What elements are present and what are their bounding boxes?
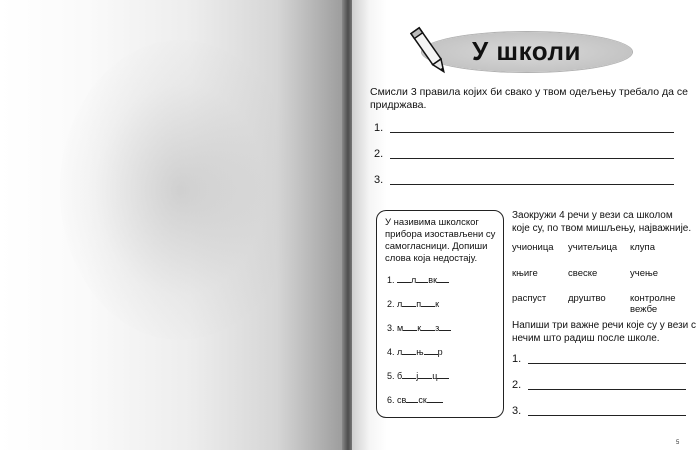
word-part: к xyxy=(435,299,440,309)
missing-vowels-word[interactable] xyxy=(387,371,449,383)
left-page-shadow xyxy=(60,40,300,340)
item-number: 3. xyxy=(387,323,395,333)
writing-line xyxy=(528,363,686,364)
left-page xyxy=(0,0,346,450)
word-part: м xyxy=(397,323,404,333)
word-option[interactable]: друштво xyxy=(568,293,606,304)
line-number: 3. xyxy=(374,174,384,186)
missing-vowels-word[interactable] xyxy=(387,395,443,407)
missing-vowels-word[interactable] xyxy=(387,299,439,311)
item-number: 5. xyxy=(387,371,395,381)
line-number: 2. xyxy=(512,379,522,391)
rules-instruction: Смисли 3 правила којих би свако у твом одељењу требало да се придржава. xyxy=(370,86,689,111)
word-part: л xyxy=(397,299,403,309)
item-number: 4. xyxy=(387,347,395,357)
line-number: 2. xyxy=(374,148,384,160)
pencil-icon xyxy=(410,22,450,82)
answer-line[interactable] xyxy=(374,148,674,162)
answer-line[interactable] xyxy=(374,122,674,136)
writing-line xyxy=(390,158,674,159)
word-option[interactable]: свеске xyxy=(568,268,598,279)
word-part: вк xyxy=(428,275,438,285)
word-part: ц xyxy=(432,371,438,381)
line-number: 1. xyxy=(374,122,384,134)
word-option[interactable]: учење xyxy=(630,268,658,279)
item-number: 1. xyxy=(387,275,395,285)
word-part: њ xyxy=(416,347,424,357)
word-option[interactable]: клупа xyxy=(630,242,655,253)
circle-words-instruction: Заокружи 4 речи у вези са школом које су, по твом мишљењу, најважније. xyxy=(512,210,692,234)
after-school-instruction: Напиши три важне речи које су у вези с нечим што радиш после школе. xyxy=(512,320,697,344)
missing-vowels-word[interactable] xyxy=(387,275,449,287)
missing-vowels-word[interactable] xyxy=(387,347,443,359)
answer-line[interactable] xyxy=(374,174,674,188)
word-option[interactable]: распуст xyxy=(512,293,547,304)
word-part: л xyxy=(397,347,403,357)
word-part: ск xyxy=(418,395,427,405)
word-part: ј xyxy=(416,371,419,381)
answer-line[interactable] xyxy=(512,353,686,367)
word-part: св xyxy=(397,395,407,405)
line-number: 1. xyxy=(512,353,522,365)
writing-line xyxy=(390,132,674,133)
word-part: з xyxy=(435,323,440,333)
word-part: л xyxy=(411,275,417,285)
answer-line[interactable] xyxy=(512,379,686,393)
word-option[interactable]: контролне вежбе xyxy=(630,293,676,315)
vowel-exercise-box xyxy=(376,210,504,418)
word-part: р xyxy=(437,347,443,357)
writing-line xyxy=(390,184,674,185)
writing-line xyxy=(528,415,686,416)
word-option[interactable]: књиге xyxy=(512,268,538,279)
writing-line xyxy=(528,389,686,390)
item-number: 6. xyxy=(387,395,395,405)
word-part: б xyxy=(397,371,403,381)
answer-line[interactable] xyxy=(512,405,686,419)
word-option[interactable]: учитељица xyxy=(568,242,618,253)
line-number: 3. xyxy=(512,405,522,417)
missing-vowels-word[interactable] xyxy=(387,323,451,335)
page-number: 5 xyxy=(676,440,680,446)
word-option[interactable]: учионица xyxy=(512,242,554,253)
word-part: п xyxy=(416,299,422,309)
vowel-instruction: У називима школског прибора изостављени су самогласници. Допиши слова која недостају. xyxy=(385,217,496,264)
right-page xyxy=(352,0,700,450)
page-title: У школи xyxy=(472,36,581,66)
item-number: 2. xyxy=(387,299,395,309)
word-part: к xyxy=(417,323,422,333)
